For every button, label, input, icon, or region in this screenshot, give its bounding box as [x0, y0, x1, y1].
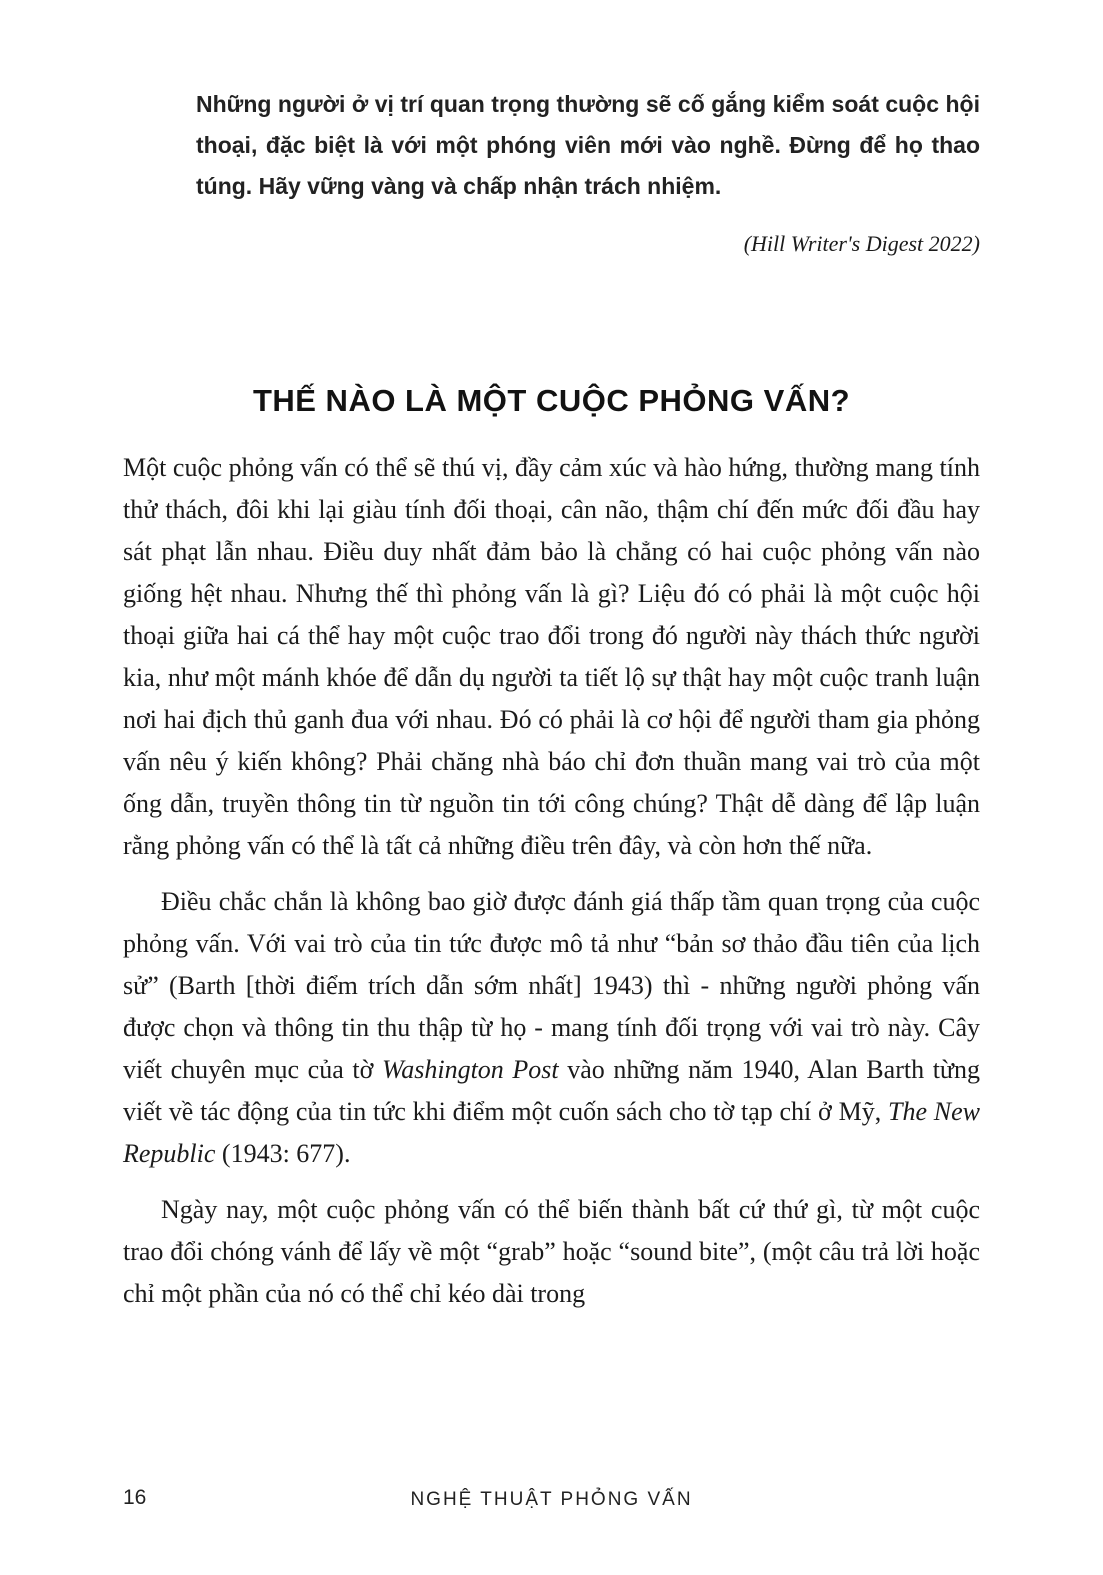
italic-title-washington-post: Washington Post	[381, 1055, 559, 1084]
page-footer	[123, 1486, 980, 1518]
epigraph-quote	[196, 84, 980, 257]
paragraph-3: Ngày nay, một cuộc phỏng vấn có thể biến thành bất cứ thứ gì, từ một cuộc trao đổi chóng vánh để lấy về một “grab” hoặc “sound bite”, (một câu trả lời hoặc chỉ một phần của nó có thể chỉ kéo dài trong	[123, 1195, 980, 1308]
paragraph-2-segment: vào những năm 1940, Alan Barth từng viết về tác động của tin tức khi điểm một cuốn sách cho tờ tạp chí ở Mỹ,	[123, 1055, 981, 1126]
paragraph-1: Một cuộc phỏng vấn có thể sẽ thú vị, đầy cảm xúc và hào hứng, thường mang tính thử thách, đôi khi lại giàu tính đối thoại, cân não, thậm chí đến mức đối đầu hay sát phạt lẫn nhau. Điều duy nhất đảm bảo là chẳng có hai cuộc phỏng vấn nào giống hệt nhau. Nhưng thế thì phỏng vấn là gì? Liệu đó có phải là một cuộc hội thoại giữa hai cá thể hay một cuộc trao đổi trong đó người này thách thức người kia, như một mánh khóe để dẫn dụ người ta tiết lộ sự thật hay một cuộc tranh luận nơi hai địch thủ ganh đua với nhau. Đó có phải là cơ hội để người tham gia phỏng vấn nêu ý kiến không? Phải chăng nhà báo chỉ đơn thuần mang vai trò của một ống dẫn, truyền thông tin từ nguồn tin tới công chúng? Thật dễ dàng để lập luận rằng phỏng vấn có thể là tất cả những điều trên đây, và còn hơn thế nữa.	[123, 453, 980, 860]
paragraph-2-segment: Điều chắc chắn là không bao giờ được đánh giá thấp tầm quan trọng của cuộc phỏng vấn. Với vai trò của tin tức được mô tả như “bản sơ thảo đầu tiên của lịch sử” (Barth [thời điểm trích dẫn sớm nhất] 1943) thì - những người phỏng vấn được chọn và thông tin thu thập từ họ - mang tính đối trọng với vai trò này. Cây viết chuyên mục của tờ	[123, 887, 980, 1084]
running-title: NGHỆ THUẬT PHỎNG VẤN	[410, 1489, 693, 1510]
paragraph-2-segment: (1943: 677).	[215, 1139, 351, 1168]
quote-text: Những người ở vị trí quan trọng thường sẽ cố gắng kiểm soát cuộc hội thoại, đặc biệt là với một phóng viên mới vào nghề. Đừng để họ thao túng. Hãy vững vàng và chấp nhận trách nhiệm.	[196, 91, 980, 199]
quote-attribution: (Hill Writer's Digest 2022)	[743, 231, 980, 256]
section-heading: THẾ NÀO LÀ MỘT CUỘC PHỎNG VẤN?	[252, 383, 851, 418]
paragraph-2	[123, 881, 980, 1175]
page-number: 16	[123, 1486, 147, 1509]
italic-title-the-new-republic: The New Republic	[123, 1097, 980, 1168]
